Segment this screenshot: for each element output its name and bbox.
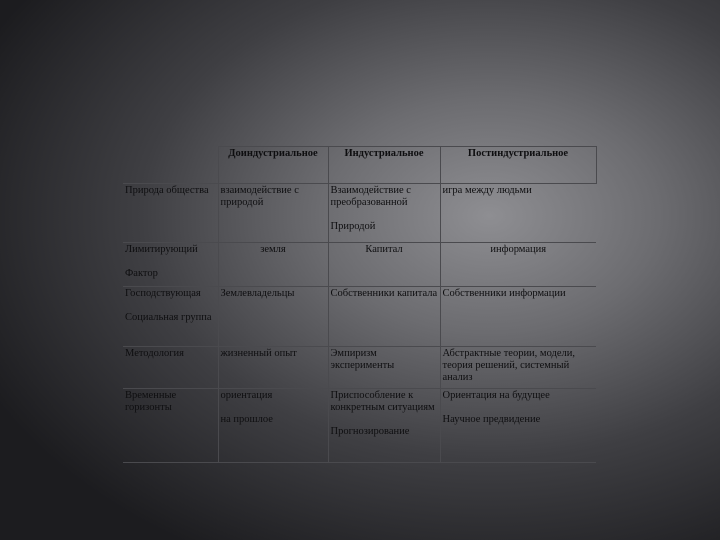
- cell-nature-pre: взаимодействие с природой: [218, 184, 328, 243]
- cell-dominant-post: Собственники информации: [440, 287, 596, 347]
- header-empty-cell: [123, 147, 218, 184]
- header-postindustrial: Постиндустриальное: [440, 147, 596, 184]
- cell-time-ind: [328, 389, 440, 463]
- cell-time-post-line1: Ориентация на будущее: [442, 390, 550, 401]
- cell-nature-ind-line2: Природой: [330, 221, 376, 232]
- cell-time-ind-line1: Приспособление к конкретным ситуациям: [330, 390, 435, 413]
- cell-dominant-ind: Собственники капитала: [328, 287, 440, 347]
- row-label-dominant: [123, 287, 218, 347]
- row-label-method: Методология: [123, 347, 218, 389]
- cell-time-pre-line2: на прошлое: [220, 414, 273, 425]
- header-industrial: Индустриальное: [328, 147, 440, 184]
- cell-nature-post: игра между людьми: [440, 184, 596, 243]
- cell-limit-post: информация: [440, 243, 596, 287]
- table-row: [123, 347, 596, 389]
- cell-time-ind-line2: Прогнозирование: [330, 426, 410, 437]
- cell-method-post: Абстрактные теории, модели, теория решений, системный анализ: [440, 347, 596, 389]
- row-label-dominant-line1: Господствующая: [125, 288, 201, 299]
- cell-time-pre: [218, 389, 328, 463]
- cell-limit-ind: Капитал: [328, 243, 440, 287]
- cell-dominant-pre: Землевладельцы: [218, 287, 328, 347]
- cell-limit-pre: земля: [218, 243, 328, 287]
- cell-method-pre: жизненный опыт: [218, 347, 328, 389]
- cell-time-post: [440, 389, 596, 463]
- row-label-limit-line1: Лимитирующий: [125, 244, 198, 255]
- table-row: [123, 243, 596, 287]
- header-preindustrial: Доиндустриальное: [218, 147, 328, 184]
- table-row: [123, 389, 596, 463]
- table-row: [123, 184, 596, 243]
- row-label-time: Временные горизонты: [123, 389, 218, 463]
- table-row: [123, 287, 596, 347]
- row-label-nature: Природа общества: [123, 184, 218, 243]
- cell-time-post-line2: Научное предвидение: [442, 414, 541, 425]
- row-label-limit: [123, 243, 218, 287]
- cell-nature-ind-line1: Взаимодействие с преобразованной: [330, 185, 411, 208]
- cell-method-ind: Эмпиризм эксперименты: [328, 347, 440, 389]
- row-label-dominant-line2: Социальная группа: [125, 312, 212, 323]
- cell-time-pre-line1: ориентация: [220, 390, 273, 401]
- cell-nature-ind: [328, 184, 440, 243]
- table-header-row: [123, 147, 596, 184]
- row-label-limit-line2: Фактор: [125, 268, 158, 279]
- comparison-table: [123, 146, 597, 463]
